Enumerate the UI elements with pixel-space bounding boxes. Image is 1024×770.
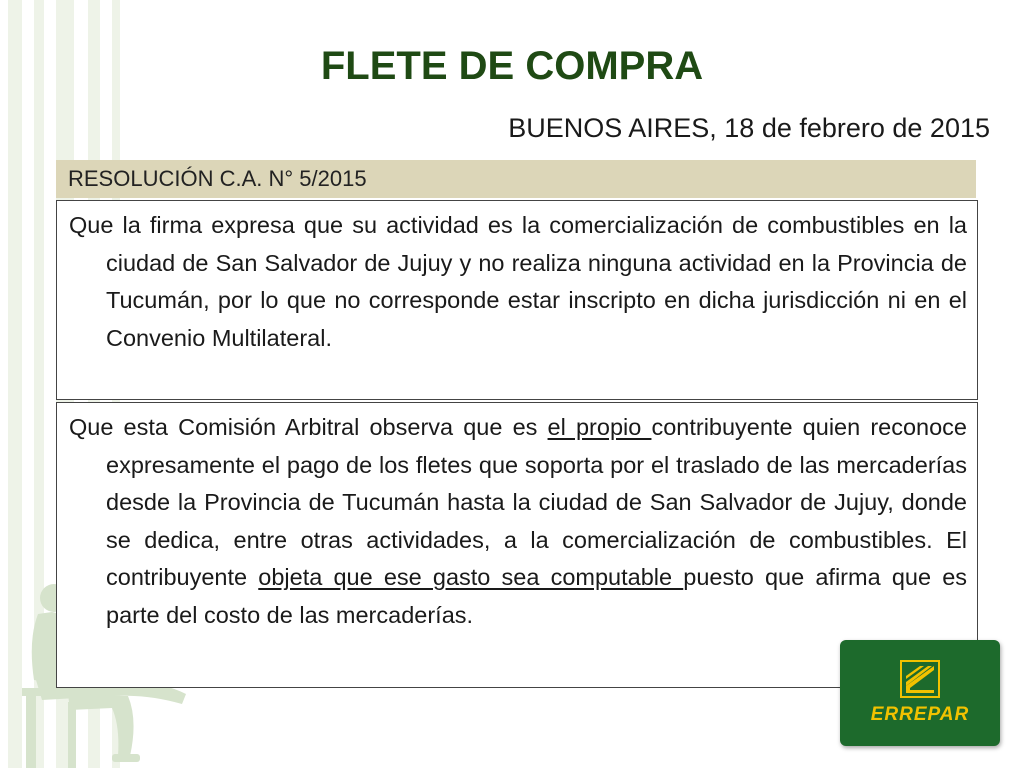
paragraph-box-1 (56, 200, 978, 400)
logo-wordmark: ERREPAR (870, 704, 970, 725)
slide-subtitle: BUENOS AIRES, 18 de febrero de 2015 (508, 113, 990, 143)
slide-title: FLETE DE COMPRA (320, 44, 704, 88)
errepar-logo (840, 640, 1000, 746)
resolution-header: RESOLUCIÓN C.A. N° 5/2015 (56, 160, 976, 198)
underlined-phrase-objeta: objeta que ese gasto sea computable (258, 564, 684, 590)
paragraph-1: Que la firma expresa que su actividad es la comercialización de combustibles en la ciudad de San Salvador de Jujuy y no realiza ninguna actividad en la Provincia de Tucumán, por lo que no corresponde estar inscripto en dicha jurisdicción ni en el Convenio Multilateral. (69, 212, 967, 351)
paragraph-2-text-c: puesto que afirma que es parte del costo de las mercaderías. (106, 564, 968, 628)
errepar-emblem-icon (900, 660, 940, 698)
paragraph-2-text-b: contribuyente quien reconoce expresamente el pago de los fletes que soporta por el traslado de las mercaderías desde la Provincia de Tucumán hasta la ciudad de San Salvador de Jujuy, donde se dedica, entre otras actividades, a la comercialización de combustibles. El contribuyente (106, 414, 967, 590)
paragraph-2 (69, 409, 967, 634)
paragraph-2-text-a: Que esta Comisión Arbitral observa que es (69, 414, 548, 440)
underlined-phrase-el-propio: el propio (547, 414, 652, 440)
